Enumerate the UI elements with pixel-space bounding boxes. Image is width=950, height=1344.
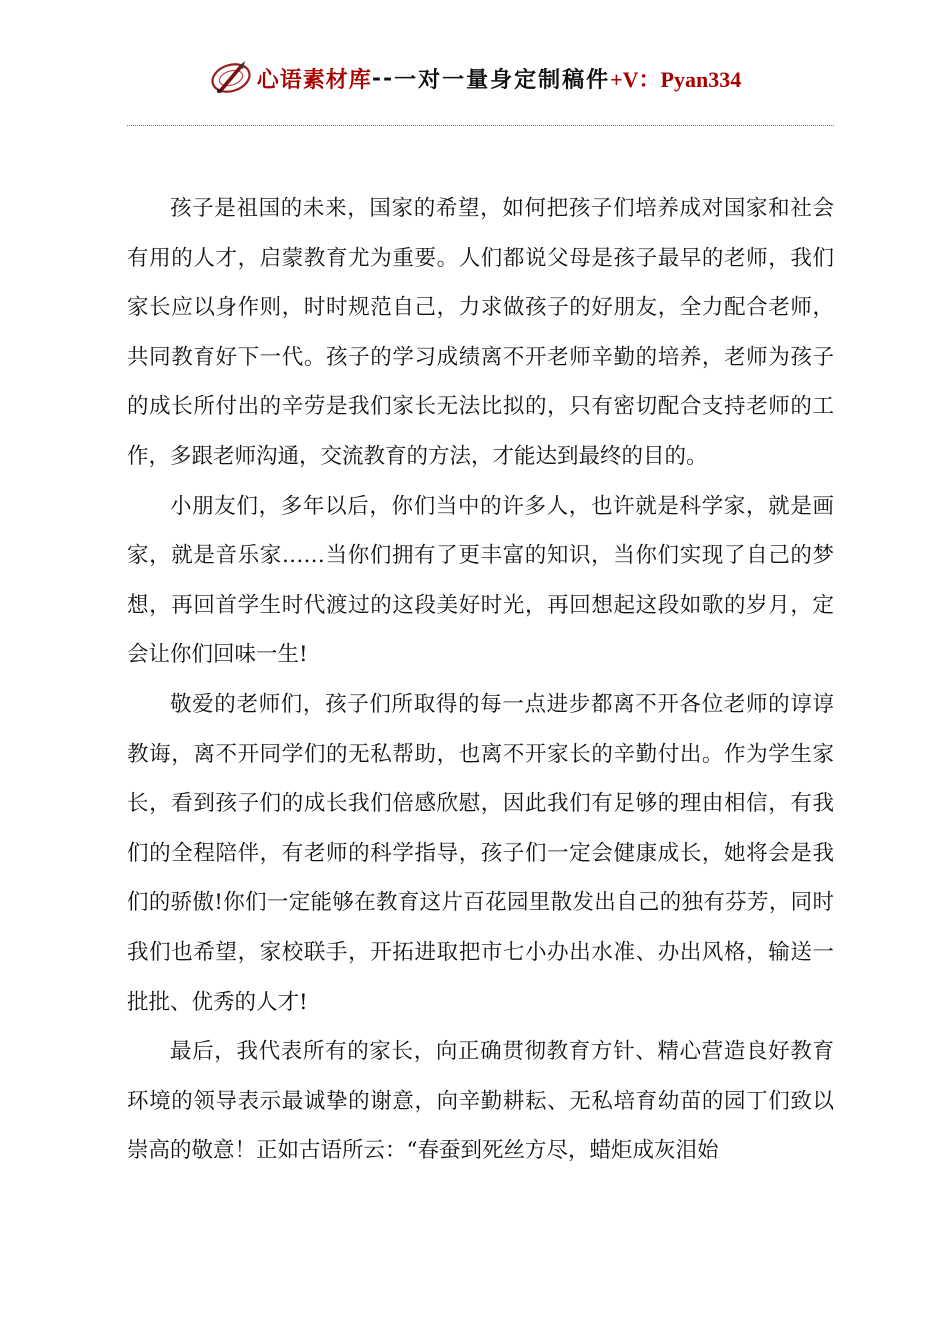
pen-swirl-logo-icon [209, 58, 255, 98]
page-header [0, 58, 950, 106]
paragraph-3: 敬爱的老师们，孩子们所取得的每一点进步都离不开各位老师的谆谆教诲，离不开同学们的无私帮助，也离不开家长的辛勤付出。作为学生家长，看到孩子们的成长我们倍感欣慰，因此我们有足够的理由相信，有我们的全程陪伴，有老师的科学指导，孩子们一定会健康成长，她将会是我们的骄傲!你们一定能够在教育这片百花园里散发出自己的独有芬芳，同时我们也希望，家校联手，开拓进取把市七小办出水准、办出风格，输送一批批、优秀的人才! [127, 691, 834, 1015]
header-separator: -- [371, 65, 395, 91]
header-divider [127, 125, 834, 126]
header-line [209, 58, 741, 98]
header-brand: 心语素材库 [256, 67, 372, 93]
header-contact: +V：Pyan334 [610, 66, 742, 92]
paragraph-4: 最后，我代表所有的家长，向正确贯彻教育方针、精心营造良好教育环境的领导表示最诚挚的谢意，向辛勤耕耘、无私培育幼苗的园丁们致以崇高的敬意！正如古语所云：“春蚕到死丝方尽，蜡炬成灰泪始 [127, 1039, 834, 1164]
paragraph-2: 小朋友们，多年以后，你们当中的许多人，也许就是科学家，就是画家，就是音乐家……当你们拥有了更丰富的知识，当你们实现了自己的梦想，再回首学生时代渡过的这段美好时光，再回想起这段如歌的岁月，定会让你们回味一生! [127, 493, 834, 668]
paragraph-1: 孩子是祖国的未来，国家的希望，如何把孩子们培养成对国家和社会有用的人才，启蒙教育尤为重要。人们都说父母是孩子最早的老师，我们家长应以身作则，时时规范自己，力求做孩子的好朋友，全力配合老师，共同教育好下一代。孩子的学习成绩离不开老师辛勤的培养，老师为孩子的成长所付出的辛劳是我们家长无法比拟的，只有密切配合支持老师的工作，多跟老师沟通，交流教育的方法，才能达到最终的目的。 [127, 196, 834, 469]
header-tagline: 一对一量身定制稿件 [394, 66, 611, 93]
document-body [127, 184, 834, 1176]
